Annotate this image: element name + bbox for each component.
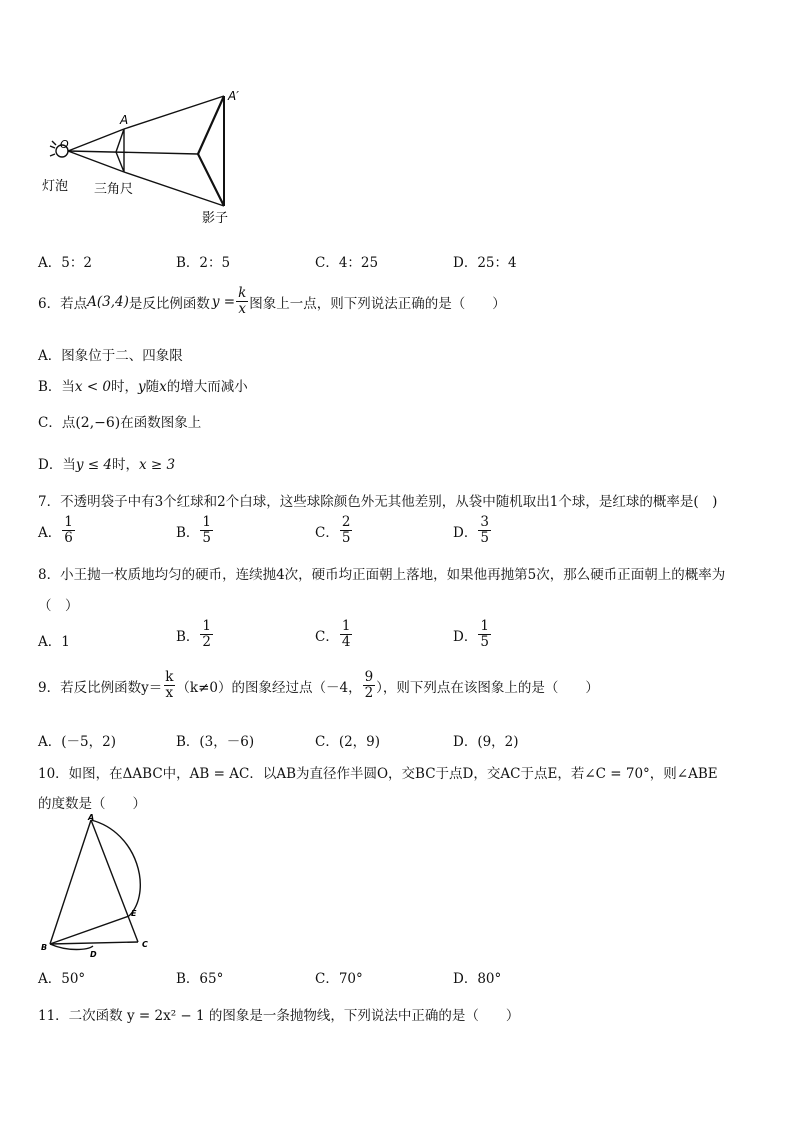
q5-option-d[interactable]: D．25：4 xyxy=(453,255,517,271)
q9-stem-prefix: 9．若反比例函数y＝ xyxy=(38,679,163,696)
q6-fraction: $\frac{k}{x}$ xyxy=(238,285,247,317)
q6-point: A(3,4) xyxy=(87,293,129,310)
q11-stem: 11．二次函数 y = 2x² − 1 的图象是一条抛物线，下列说法中正确的是（ ） xyxy=(38,1008,520,1024)
q6-optb-text4: 的增大而减小 xyxy=(166,379,248,395)
q9-option-c[interactable]: C．(2，9) xyxy=(315,734,381,750)
q5-option-a[interactable]: A．5：2 xyxy=(38,255,92,271)
q6-optb-x: x xyxy=(159,379,167,395)
q10-option-c[interactable]: C．70° xyxy=(315,971,363,987)
q10-stem-line2: 的度数是（ ） xyxy=(38,796,146,812)
q9-stem xyxy=(38,671,599,700)
q7-option-b[interactable] xyxy=(176,516,214,545)
q6-stem-suffix: 图象上一点，则下列说法正确的是（ ） xyxy=(249,295,506,312)
q6-optd-result: x ≥ 3 xyxy=(138,457,176,473)
q7-optc-frac: $\frac{2}{5}$ xyxy=(341,514,351,546)
q6-option-a[interactable]: A．图象位于二、四象限 xyxy=(38,348,183,364)
q8-optc-frac: $\frac{1}{4}$ xyxy=(341,618,351,650)
q10-option-d[interactable]: D．80° xyxy=(453,971,502,987)
q10-option-b[interactable]: B．65° xyxy=(176,971,224,987)
q6-option-c[interactable] xyxy=(38,411,201,431)
label-A: A xyxy=(88,813,95,822)
q6-option-b[interactable] xyxy=(38,375,248,395)
q9-option-b[interactable]: B．(3，－6) xyxy=(176,734,255,750)
q6-optd-cond: y ≤ 4 xyxy=(75,457,112,473)
label-C: C xyxy=(142,940,148,949)
q9-stem-suffix: ），则下列点在该图象上的是（ ） xyxy=(376,679,599,696)
q6-optb-y: y xyxy=(138,379,146,395)
q8-optd-frac: $\frac{1}{5}$ xyxy=(480,618,489,650)
q9-option-d[interactable]: D．(9，2) xyxy=(453,734,519,750)
label-ruler: 三角尺 xyxy=(94,182,134,197)
label-D: D xyxy=(90,950,97,959)
q7-option-a[interactable] xyxy=(38,516,76,545)
q6-optd-text2: 时， xyxy=(111,457,139,473)
label-E: E xyxy=(131,909,137,918)
q9-stem-mid: （k≠0）的图象经过点（－4， xyxy=(176,679,362,696)
q8-stem-line1: 8．小王抛一枚质地均匀的硬币，连续抛4次，硬币均正面朝上落地，如果他再抛第5次，那么硬币正面朝上的概率为 xyxy=(38,567,726,583)
label-A-prime: A′ xyxy=(228,89,239,103)
q10-option-a[interactable]: A．50° xyxy=(38,971,86,987)
q10-stem-line1: 10．如图，在ΔABC中，AB = AC．以AB为直径作半圆O，交BC于点D，交AC于点E，若∠C = 70°，则∠ABE xyxy=(38,766,718,782)
q8-option-a[interactable]: A．1 xyxy=(38,634,70,650)
q7-optb-frac: $\frac{1}{5}$ xyxy=(202,514,212,546)
q6-optb-cond: x < 0 xyxy=(74,379,112,395)
label-shadow: 影子 xyxy=(202,211,229,226)
q7-option-c[interactable] xyxy=(315,516,353,545)
figure-triangle-semicircle xyxy=(38,812,158,960)
q8-option-d[interactable] xyxy=(453,620,492,649)
q8-optc-letter: C． xyxy=(315,628,339,645)
q5-option-c[interactable]: C．4：25 xyxy=(315,255,379,271)
q6-stem-prefix: 6．若点 xyxy=(38,295,88,312)
q8-option-b[interactable] xyxy=(176,620,214,649)
q6-optb-text3: 随 xyxy=(145,379,160,395)
label-B: B xyxy=(41,943,48,952)
q8-option-c[interactable] xyxy=(315,620,353,649)
label-bulb: 灯泡 xyxy=(42,179,69,194)
q6-stem xyxy=(38,287,506,316)
q8-stem-line2: （ ） xyxy=(38,598,79,614)
label-A: A xyxy=(120,113,129,127)
q7-stem: 7．不透明袋子中有3个红球和2个白球，这些球除颜色外无其他差别，从袋中随机取出1个球，是红球的概率是( ) xyxy=(38,494,718,510)
q6-optb-text2: 时， xyxy=(111,379,139,395)
q8-optd-letter: D． xyxy=(453,628,478,645)
q5-option-b[interactable]: B．2：5 xyxy=(176,255,231,271)
label-O: O xyxy=(60,138,69,151)
figure-shadow-projection xyxy=(38,86,268,226)
q8-optb-letter: B． xyxy=(176,628,200,645)
q6-optc-text2: 在函数图象上 xyxy=(120,415,202,431)
q7-optd-frac: $\frac{3}{5}$ xyxy=(480,514,489,546)
q9-point-frac: $\frac{9}{2}$ xyxy=(364,669,374,701)
q6-func-y: y = xyxy=(211,293,236,310)
q6-optb-text1: B．当 xyxy=(38,379,75,395)
q6-optc-text1: C．点 xyxy=(38,415,76,431)
q6-stem-mid: 是反比例函数 xyxy=(128,295,210,312)
q9-func-frac: $\frac{k}{x}$ xyxy=(165,669,174,701)
q6-optc-point: (2,−6) xyxy=(75,415,121,431)
q9-option-a[interactable]: A．(－5，2) xyxy=(38,734,116,750)
q7-opta-frac: $\frac{1}{6}$ xyxy=(64,514,73,546)
q7-optd-letter: D． xyxy=(453,524,478,541)
q7-opta-letter: A． xyxy=(38,524,62,541)
q7-optc-letter: C． xyxy=(315,524,339,541)
q8-optb-frac: $\frac{1}{2}$ xyxy=(202,618,212,650)
q6-optd-text1: D．当 xyxy=(38,457,76,473)
q7-option-d[interactable] xyxy=(453,516,492,545)
q7-optb-letter: B． xyxy=(176,524,200,541)
q6-option-d[interactable] xyxy=(38,453,175,473)
